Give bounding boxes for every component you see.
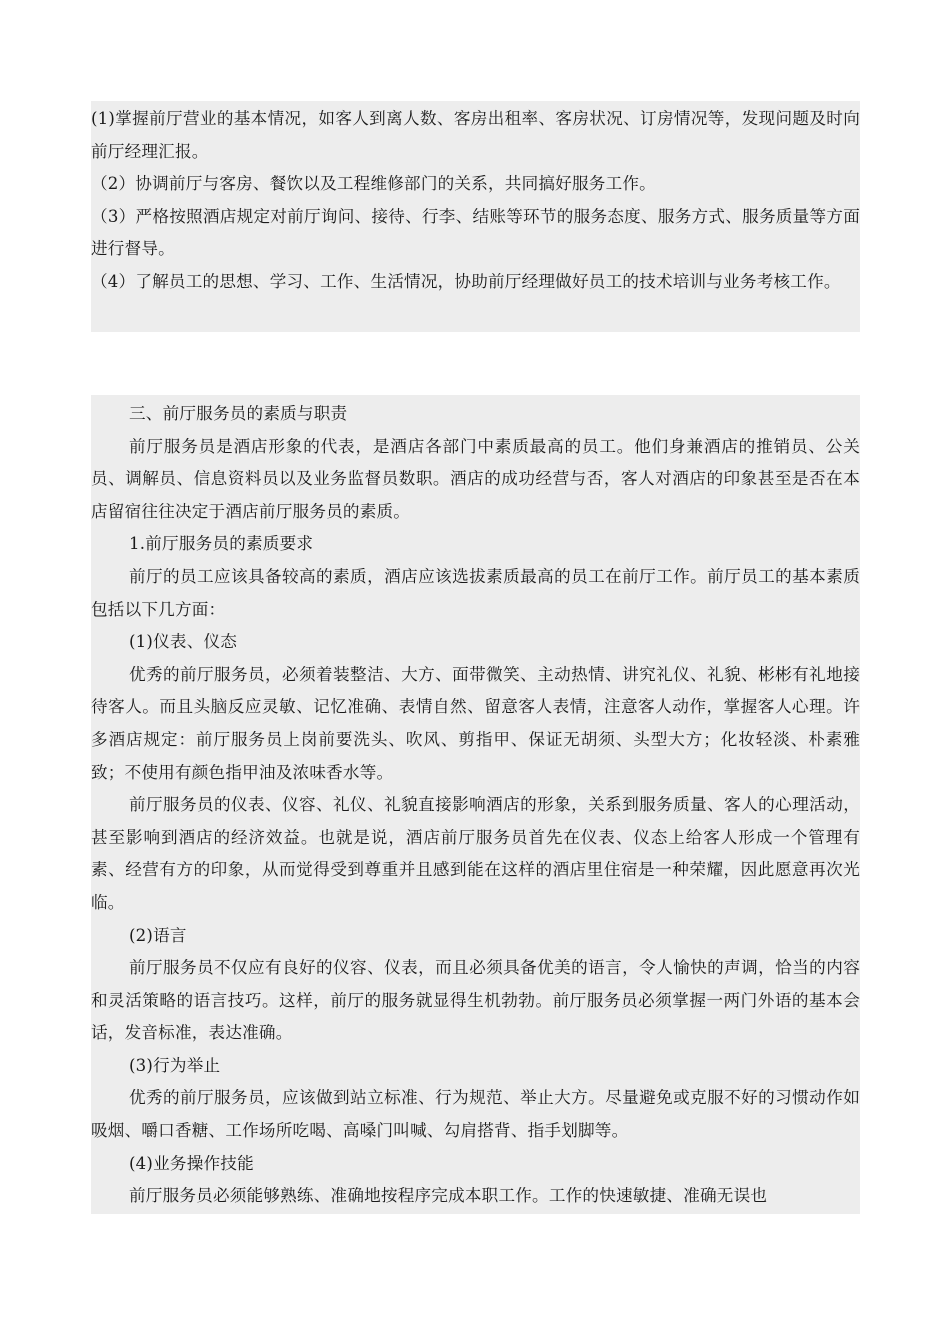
duty-item-4: （4）了解员工的思想、学习、工作、生活情况，协助前厅经理做好员工的技术培训与业务考核工作。: [91, 271, 841, 291]
duty-item-1: (1)掌握前厅营业的基本情况，如客人到离人数、客房出租率、客房状况、订房情况等，发现问题及时向前厅经理汇报。: [91, 109, 860, 161]
item-4-paragraph-1: 前厅服务员必须能够熟练、准确地按程序完成本职工作。工作的快速敏捷、准确无误也: [129, 1186, 768, 1206]
section-title: 三、前厅服务员的素质与职责: [129, 404, 348, 423]
section-three-block: [91, 395, 860, 1214]
item-3-paragraph-1: 优秀的前厅服务员，应该做到站立标准、行为规范、举止大方。尽量避免或克服不好的习惯动作如吸烟、嚼口香糖、工作场所吃喝、高嗓门叫喊、勾肩搭背、指手划脚等。: [91, 1088, 860, 1141]
item-3-title: (3)行为举止: [129, 1055, 221, 1075]
duty-item-2: （2）协调前厅与客房、餐饮以及工程维修部门的关系，共同搞好服务工作。: [91, 174, 656, 194]
duty-item-3: （3）严格按照酒店规定对前厅询问、接待、行李、结账等环节的服务态度、服务方式、服务质量等方面进行督导。: [91, 206, 860, 259]
item-1-paragraph-1: 优秀的前厅服务员，必须着装整洁、大方、面带微笑、主动热情、讲究礼仪、礼貌、彬彬有礼地接待客人。而且头脑反应灵敏、记忆准确、表情自然、留意客人表情，注意客人动作，掌握客人心理。许多酒店规定：前厅服务员上岗前要洗头、吹风、剪指甲、保证无胡须、头型大方；化妆轻淡、朴素雅致；不使用有颜色指甲油及浓味香水等。: [91, 664, 860, 782]
item-1-paragraph-2: 前厅服务员的仪表、仪容、礼仪、礼貌直接影响酒店的形象，关系到服务质量、客人的心理活动，甚至影响到酒店的经济效益。也就是说，酒店前厅服务员首先在仪表、仪态上给客人形成一个管理有素、经营有方的印象，从而觉得受到尊重并且感到能在这样的酒店里住宿是一种荣耀，因此愿意再次光临。: [91, 795, 860, 912]
item-2-title: (2)语言: [129, 925, 187, 945]
item-1-title: (1)仪表、仪态: [129, 632, 238, 652]
subsection-intro: 前厅的员工应该具备较高的素质，酒店应该选拔素质最高的员工在前厅工作。前厅员工的基本素质包括以下几方面：: [91, 566, 860, 619]
duties-block: [91, 101, 860, 332]
item-4-title: (4)业务操作技能: [129, 1153, 254, 1173]
subsection-title: 1.前厅服务员的素质要求: [129, 534, 314, 554]
section-intro: 前厅服务员是酒店形象的代表，是酒店各部门中素质最高的员工。他们身兼酒店的推销员、公关员、调解员、信息资料员以及业务监督员数职。酒店的成功经营与否，客人对酒店的印象甚至是否在本店留宿往往决定于酒店前厅服务员的素质。: [91, 436, 860, 521]
item-2-paragraph-1: 前厅服务员不仅应有良好的仪容、仪表，而且必须具备优美的语言，令人愉快的声调，恰当的内容和灵活策略的语言技巧。这样，前厅的服务就显得生机勃勃。前厅服务员必须掌握一两门外语的基本会话，发音标准，表达准确。: [91, 958, 860, 1043]
